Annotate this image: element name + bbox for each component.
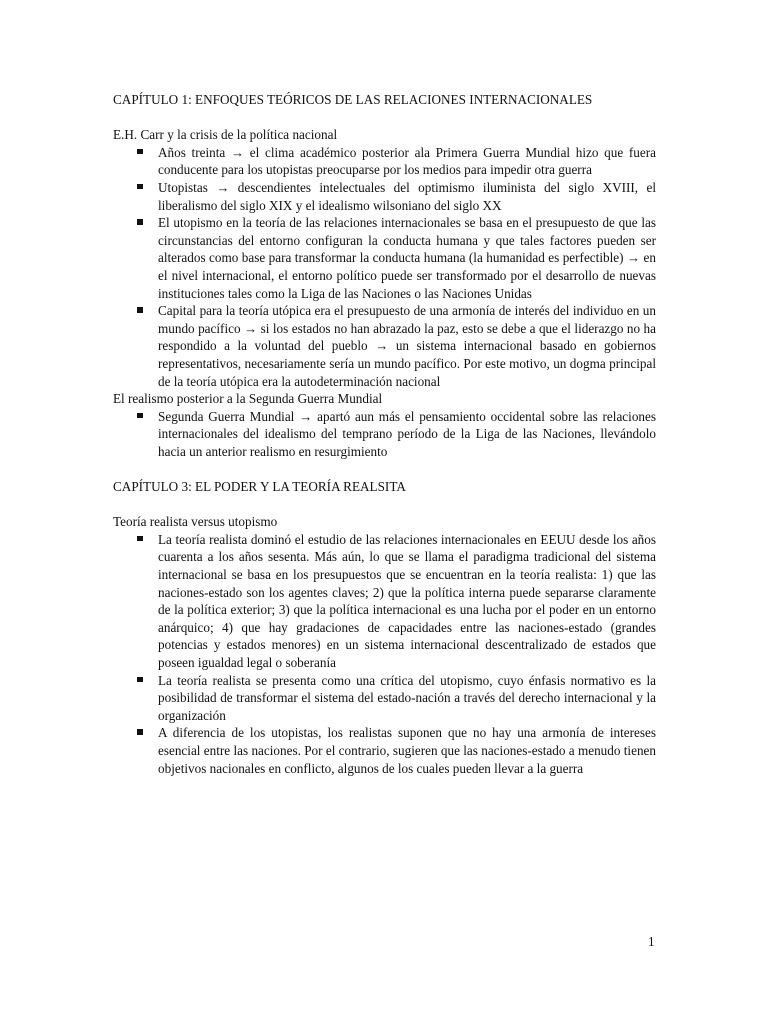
square-bullet-icon [137,536,143,542]
list-item-text: A diferencia de los utopistas, los realistas suponen que no hay una armonía de intereses esencial entre las naciones. Por el contrario, sugieren que las naciones-estado a menudo tienen objetivos nacionales en conflicto, algunos de los cuales pueden llevar a la guerra [158,725,656,776]
list-item [158,672,656,725]
square-bullet-icon [137,729,143,735]
list-item [158,214,656,302]
list-item-text: Años treinta → el clima académico posterior ala Primera Guerra Mundial hizo que fuera conducente para los utopistas preocuparse por los medios para impedir otra guerra [158,144,656,178]
bullet-list-realism [113,408,656,461]
section-heading-carr: E.H. Carr y la crisis de la política nacional [113,127,338,143]
list-item [158,724,656,777]
page-number: 1 [648,934,655,949]
list-item [158,408,656,461]
list-item-text: El utopismo en la teoría de las relaciones internacionales se basa en el presupuesto de que las circunstancias del entorno configuran la conducta humana y que tales factores pueden ser alterados como base para transformar la conducta humana (la humanidad es perfectible) → en el nivel internacional, el entorno político puede ser transformado por el desarrollo de nuevas instituciones tales como la Liga de las Naciones o las Naciones Unidas [158,215,656,301]
section-heading-realism: El realismo posterior a la Segunda Guerra Mundial [113,391,383,407]
list-item-text: La teoría realista dominó el estudio de las relaciones internacionales en EEUU desde los años cuarenta a los años sesenta. Más aún, lo que se llama el paradigma tradicional del sistema internacional se basa en los presupuestos que se encuentran en la teoría realista: 1) que las naciones-estado son los agentes claves; 2) que la política interna puede separarse claramente de la política exterior; 3) que la política internacional es una lucha por el poder en un entorno anárquico; 4) que hay gradaciones de capacidades entre las naciones-estado (grandes potencias y estados menores) en un sistema internacional descentralizado de estados que poseen igualdad legal o soberanía [158,531,656,670]
list-item [158,144,656,179]
section-heading-realist-theory: Teoría realista versus utopismo [113,514,278,530]
square-bullet-icon [137,184,143,190]
square-bullet-icon [137,307,143,313]
square-bullet-icon [137,219,143,225]
list-item [158,531,656,672]
chapter-3-title: CAPÍTULO 3: EL PODER Y LA TEORÍA REALSITA [113,479,406,495]
bullet-list-realist-theory [113,531,656,777]
square-bullet-icon [137,677,143,683]
bullet-list-carr [113,144,656,390]
square-bullet-icon [137,149,143,155]
list-item-text: Utopistas → descendientes intelectuales del optimismo iluminista del siglo XVIII, el liberalismo del siglo XIX y el idealismo wilsoniano del siglo XX [158,179,656,213]
list-item-text: Segunda Guerra Mundial → apartó aun más el pensamiento occidental sobre las relaciones internacionales del idealismo del temprano período de la Liga de las Naciones, llevándolo hacia un anterior realismo en resurgimiento [158,408,656,459]
list-item [158,302,656,390]
page-content [113,91,656,777]
list-item-text: La teoría realista se presenta como una crítica del utopismo, cuyo énfasis normativo es la posibilidad de transformar el sistema del estado-nación a través del derecho internacional y la organización [158,672,656,723]
list-item-text: Capital para la teoría utópica era el presupuesto de una armonía de interés del individuo en un mundo pacífico → si los estados no han abrazado la paz, esto se debe a que el liderazgo no ha respondido a la voluntad del pueblo → un sistema internacional basado en gobiernos representativos, necesariamente sería un mundo pacífico. Por este motivo, un dogma principal de la teoría utópica era la autodeterminación nacional [158,303,656,389]
list-item [158,179,656,214]
square-bullet-icon [137,413,143,419]
chapter-1-title: CAPÍTULO 1: ENFOQUES TEÓRICOS DE LAS RELACIONES INTERNACIONALES [113,92,593,107]
